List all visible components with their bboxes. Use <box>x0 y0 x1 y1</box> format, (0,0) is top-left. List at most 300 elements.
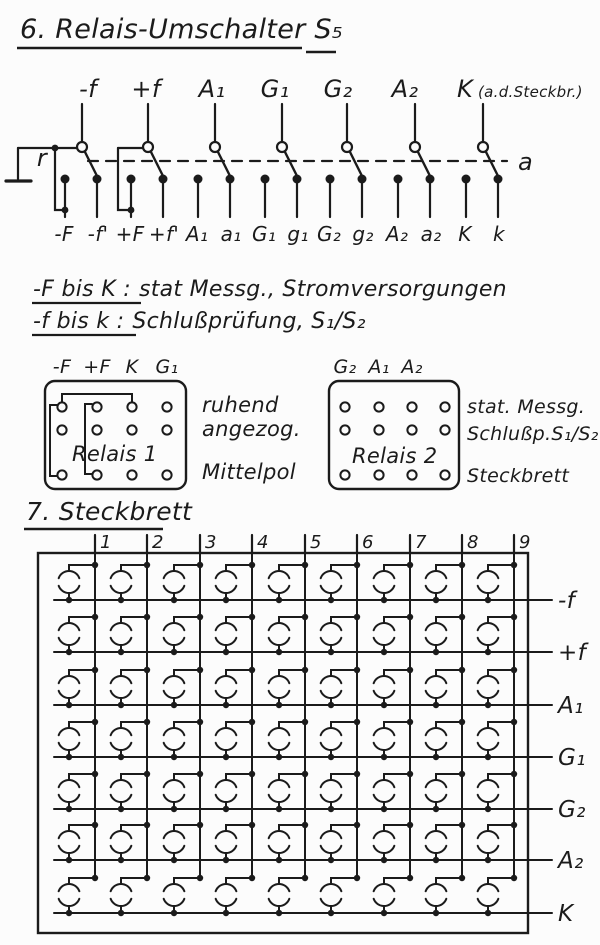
relais-pin-label: G₁ <box>155 356 179 378</box>
socket-cell <box>374 562 414 603</box>
switch-top-label: K <box>456 75 474 103</box>
switch-top-label: -f <box>79 75 97 103</box>
socket-hook-wire <box>436 565 462 571</box>
socket-arc-top <box>426 728 447 735</box>
socket-arc-top <box>374 831 395 838</box>
socket-cell <box>164 614 204 655</box>
socket-arc-top <box>111 780 132 787</box>
socket-arc-bottom <box>478 795 499 802</box>
socket-cell <box>164 771 204 812</box>
socket-hook-wire <box>279 774 305 780</box>
relais1-pinout <box>45 356 301 489</box>
socket-hook-wire <box>174 565 200 571</box>
hook-junction-dot <box>407 614 413 620</box>
relais-pin <box>440 425 449 434</box>
relais-pin <box>57 425 66 434</box>
socket-arc-bottom <box>478 691 499 698</box>
relais-row-note: angezog. <box>202 417 301 441</box>
stub-junction-dot <box>171 702 177 708</box>
switch-bottom-label: a₂ <box>420 222 442 246</box>
socket-arc-bottom <box>321 638 342 645</box>
stub-junction-dot <box>276 806 282 812</box>
socket-hook-wire <box>121 825 147 831</box>
socket-arc-bottom <box>269 795 290 802</box>
stub-junction-dot <box>223 649 229 655</box>
socket-hook-wire <box>121 617 147 623</box>
hook-junction-dot <box>354 875 360 881</box>
socket-cell <box>478 719 518 760</box>
junction-dot <box>62 207 69 214</box>
switch-top-label: A₂ <box>391 75 419 103</box>
socket-hook-wire <box>174 617 200 623</box>
relais-pin <box>57 470 66 479</box>
section7-title: 7. Steckbrett <box>26 497 193 526</box>
socket-arc-top <box>478 676 499 683</box>
socket-arc-top <box>216 623 237 630</box>
hook-junction-dot <box>144 562 150 568</box>
socket-arc-bottom <box>321 795 342 802</box>
socket-arc-top <box>478 831 499 838</box>
socket-cell <box>216 562 256 603</box>
hook-junction-dot <box>144 822 150 828</box>
hook-junction-dot <box>249 562 255 568</box>
note1-text: stat Messg., Stromversorgungen <box>138 277 507 302</box>
socket-arc-bottom <box>216 691 237 698</box>
note1-key: -F bis K : <box>33 277 131 302</box>
socket-hook-wire <box>69 565 95 571</box>
socket-arc-top <box>321 623 342 630</box>
socket-hook-wire <box>488 774 514 780</box>
socket-arc-top <box>269 728 290 735</box>
column-number: 1 <box>100 532 112 553</box>
stub-junction-dot <box>485 702 491 708</box>
socket-cell <box>269 667 309 708</box>
stub-junction-dot <box>223 597 229 603</box>
stub-junction-dot <box>118 910 124 916</box>
socket-arc-bottom <box>216 586 237 593</box>
stub-junction-dot <box>381 649 387 655</box>
socket-cell <box>478 562 518 603</box>
stub-junction-dot <box>118 702 124 708</box>
hook-junction-dot <box>354 667 360 673</box>
switch-bottom-label: G₂ <box>316 222 342 246</box>
relais-row-note: Schlußp.S₁/S₂ <box>467 423 599 445</box>
socket-arc-top <box>164 831 185 838</box>
socket-cell <box>111 719 151 760</box>
switch-top-label: G₂ <box>323 75 353 103</box>
socket-hook-wire <box>226 878 252 884</box>
socket-cell <box>478 822 518 863</box>
socket-arc-top <box>321 728 342 735</box>
socket-arc-top <box>426 623 447 630</box>
stub-junction-dot <box>328 597 334 603</box>
socket-cell <box>164 875 204 916</box>
socket-hook-wire <box>279 722 305 728</box>
socket-arc-bottom <box>426 638 447 645</box>
note2-key: -f bis k : <box>33 309 125 334</box>
hook-junction-dot <box>354 822 360 828</box>
socket-arc-top <box>111 884 132 891</box>
socket-cell <box>374 667 414 708</box>
switch-pivot <box>342 142 352 152</box>
socket-arc-bottom <box>426 846 447 853</box>
socket-cell <box>111 771 151 812</box>
switch-pivot <box>143 142 153 152</box>
socket-cell <box>164 562 204 603</box>
stub-junction-dot <box>328 649 334 655</box>
relay-switch <box>54 75 108 246</box>
relais2-pinout <box>329 356 599 489</box>
socket-hook-wire <box>121 565 147 571</box>
socket-hook-wire <box>279 670 305 676</box>
socket-arc-bottom <box>478 743 499 750</box>
socket-hook-wire <box>436 617 462 623</box>
hook-junction-dot <box>144 875 150 881</box>
relais-pin <box>57 402 66 411</box>
hook-junction-dot <box>92 822 98 828</box>
relais-pin <box>407 470 416 479</box>
socket-arc-bottom <box>426 899 447 906</box>
socket-arc-top <box>374 571 395 578</box>
socket-cell <box>164 822 204 863</box>
hook-junction-dot <box>302 875 308 881</box>
pegboard-grid <box>38 532 589 933</box>
socket-cell <box>321 667 361 708</box>
socket-arc-top <box>59 571 80 578</box>
stub-junction-dot <box>433 806 439 812</box>
socket-hook-wire <box>384 878 410 884</box>
relais-pin-label: K <box>125 356 139 378</box>
socket-hook-wire <box>279 617 305 623</box>
switch-blade <box>151 152 163 176</box>
socket-arc-bottom <box>164 899 185 906</box>
socket-arc-top <box>321 831 342 838</box>
stub-junction-dot <box>223 857 229 863</box>
hook-junction-dot <box>249 667 255 673</box>
relais-pin <box>374 425 383 434</box>
actuated-position-label: a <box>518 148 534 176</box>
hook-junction-dot <box>197 562 203 568</box>
stub-junction-dot <box>66 910 72 916</box>
relais-pin <box>92 402 101 411</box>
switch-bottom-label: A₁ <box>185 222 209 246</box>
switch-bottom-label: g₂ <box>352 222 374 246</box>
stub-junction-dot <box>328 702 334 708</box>
hook-junction-dot <box>459 822 465 828</box>
socket-cell <box>111 614 151 655</box>
socket-arc-bottom <box>216 899 237 906</box>
hook-junction-dot <box>197 719 203 725</box>
hook-junction-dot <box>302 562 308 568</box>
stub-junction-dot <box>66 754 72 760</box>
hook-junction-dot <box>197 822 203 828</box>
relais-internal-wire <box>62 394 132 402</box>
socket-arc-bottom <box>111 586 132 593</box>
socket-hook-wire <box>279 825 305 831</box>
stub-junction-dot <box>171 910 177 916</box>
relais-pin <box>92 425 101 434</box>
socket-arc-bottom <box>374 586 395 593</box>
socket-cell <box>321 562 361 603</box>
socket-cell <box>164 719 204 760</box>
switch-bottom-label: g₁ <box>287 222 309 246</box>
relais-pin <box>407 402 416 411</box>
socket-hook-wire <box>69 722 95 728</box>
socket-cell <box>426 875 466 916</box>
hook-junction-dot <box>354 771 360 777</box>
socket-arc-bottom <box>111 691 132 698</box>
socket-arc-bottom <box>374 743 395 750</box>
socket-arc-top <box>164 780 185 787</box>
socket-hook-wire <box>226 722 252 728</box>
socket-cell <box>321 822 361 863</box>
note-line-2 <box>33 309 366 334</box>
switch-pivot <box>277 142 287 152</box>
socket-hook-wire <box>384 670 410 676</box>
socket-cell <box>216 771 256 812</box>
hook-junction-dot <box>459 771 465 777</box>
socket-hook-wire <box>488 670 514 676</box>
relais-row-note: Mittelpol <box>202 460 296 484</box>
socket-hook-wire <box>121 878 147 884</box>
socket-arc-top <box>59 831 80 838</box>
relais-pin <box>127 425 136 434</box>
socket-arc-bottom <box>426 743 447 750</box>
socket-hook-wire <box>226 617 252 623</box>
socket-arc-bottom <box>59 691 80 698</box>
switch-top-label: A₁ <box>198 75 226 103</box>
switch-bottom-label: +f' <box>148 222 180 246</box>
socket-arc-top <box>478 884 499 891</box>
socket-hook-wire <box>331 617 357 623</box>
socket-cell <box>426 771 466 812</box>
stub-junction-dot <box>171 649 177 655</box>
stub-junction-dot <box>433 754 439 760</box>
stub-junction-dot <box>381 597 387 603</box>
relais-row-note: Steckbrett <box>467 465 570 487</box>
socket-hook-wire <box>121 670 147 676</box>
socket-hook-wire <box>174 825 200 831</box>
socket-hook-wire <box>384 722 410 728</box>
socket-arc-top <box>216 884 237 891</box>
socket-hook-wire <box>226 565 252 571</box>
row-label: A₂ <box>558 848 584 874</box>
socket-arc-top <box>478 728 499 735</box>
column-number: 2 <box>152 532 164 553</box>
socket-cell <box>374 875 414 916</box>
section6-title: 6. Relais-Umschalter S₅ <box>20 14 343 45</box>
stub-junction-dot <box>171 754 177 760</box>
hook-junction-dot <box>302 822 308 828</box>
stub-junction-dot <box>433 597 439 603</box>
socket-arc-bottom <box>426 795 447 802</box>
socket-cell <box>59 719 99 760</box>
socket-arc-top <box>426 571 447 578</box>
stub-junction-dot <box>485 857 491 863</box>
relais-pin <box>440 470 449 479</box>
socket-arc-bottom <box>321 743 342 750</box>
hook-junction-dot <box>92 614 98 620</box>
socket-arc-bottom <box>164 691 185 698</box>
column-number: 7 <box>415 532 427 553</box>
socket-hook-wire <box>436 825 462 831</box>
socket-hook-wire <box>436 774 462 780</box>
hook-junction-dot <box>197 875 203 881</box>
socket-arc-top <box>426 780 447 787</box>
socket-arc-top <box>164 623 185 630</box>
relais-pin <box>162 470 171 479</box>
row-label: G₂ <box>558 797 586 823</box>
socket-hook-wire <box>279 565 305 571</box>
socket-arc-bottom <box>216 638 237 645</box>
socket-cell <box>59 667 99 708</box>
hook-junction-dot <box>459 719 465 725</box>
socket-cell <box>269 771 309 812</box>
stub-junction-dot <box>171 857 177 863</box>
socket-cell <box>426 667 466 708</box>
stub-junction-dot <box>328 806 334 812</box>
socket-arc-bottom <box>59 846 80 853</box>
hook-junction-dot <box>407 771 413 777</box>
socket-cell <box>216 875 256 916</box>
socket-arc-top <box>321 884 342 891</box>
socket-hook-wire <box>488 565 514 571</box>
socket-arc-bottom <box>111 743 132 750</box>
socket-cell <box>478 875 518 916</box>
stub-junction-dot <box>66 649 72 655</box>
row-label: A₁ <box>558 693 584 719</box>
row-label: G₁ <box>558 745 586 771</box>
stub-junction-dot <box>433 702 439 708</box>
switch-bottom-label: -f' <box>87 222 109 246</box>
socket-arc-bottom <box>111 899 132 906</box>
socket-cell <box>59 771 99 812</box>
socket-arc-top <box>111 676 132 683</box>
hook-junction-dot <box>249 875 255 881</box>
socket-hook-wire <box>174 670 200 676</box>
socket-cell <box>426 614 466 655</box>
socket-cell <box>59 822 99 863</box>
socket-hook-wire <box>384 774 410 780</box>
socket-hook-wire <box>488 617 514 623</box>
socket-cell <box>478 614 518 655</box>
socket-arc-bottom <box>321 846 342 853</box>
socket-arc-bottom <box>111 638 132 645</box>
socket-hook-wire <box>331 825 357 831</box>
switch-pivot <box>478 142 488 152</box>
socket-cell <box>426 719 466 760</box>
rest-position-label: r <box>36 144 48 172</box>
stub-junction-dot <box>118 649 124 655</box>
relais-pin <box>374 470 383 479</box>
socket-arc-bottom <box>216 795 237 802</box>
hook-junction-dot <box>249 771 255 777</box>
stub-junction-dot <box>171 597 177 603</box>
socket-hook-wire <box>226 670 252 676</box>
switch-bottom-label: a₁ <box>220 222 242 246</box>
relais-pin <box>374 402 383 411</box>
socket-hook-wire <box>121 722 147 728</box>
hook-junction-dot <box>302 771 308 777</box>
socket-hook-wire <box>331 774 357 780</box>
stub-junction-dot <box>118 857 124 863</box>
socket-hook-wire <box>436 670 462 676</box>
column-number: 8 <box>467 532 479 553</box>
socket-arc-top <box>321 676 342 683</box>
switch-pivot <box>410 142 420 152</box>
socket-hook-wire <box>69 825 95 831</box>
stub-junction-dot <box>433 857 439 863</box>
column-number: 9 <box>519 532 531 553</box>
switch-pivot <box>210 142 220 152</box>
stub-junction-dot <box>276 910 282 916</box>
socket-cell <box>216 822 256 863</box>
relais-pin-label: +F <box>83 356 111 378</box>
socket-arc-bottom <box>59 899 80 906</box>
hook-junction-dot <box>249 719 255 725</box>
socket-cell <box>374 719 414 760</box>
switch-top-label: +f <box>131 75 161 103</box>
socket-hook-wire <box>331 722 357 728</box>
socket-arc-top <box>164 676 185 683</box>
row-label: K <box>558 901 574 927</box>
relay-switch-bank <box>6 75 583 246</box>
socket-hook-wire <box>384 617 410 623</box>
socket-hook-wire <box>226 774 252 780</box>
stub-junction-dot <box>485 910 491 916</box>
socket-arc-top <box>111 623 132 630</box>
relais-row-note: ruhend <box>202 393 279 417</box>
socket-arc-top <box>59 728 80 735</box>
stub-junction-dot <box>276 597 282 603</box>
hook-junction-dot <box>407 719 413 725</box>
socket-arc-bottom <box>164 638 185 645</box>
socket-arc-bottom <box>269 638 290 645</box>
socket-hook-wire <box>436 722 462 728</box>
hook-junction-dot <box>511 822 517 828</box>
switch-blade <box>350 152 362 176</box>
socket-arc-top <box>59 623 80 630</box>
socket-cell <box>111 667 151 708</box>
hook-junction-dot <box>197 771 203 777</box>
switch-top-label: G₁ <box>260 75 290 103</box>
column-number: 4 <box>257 532 269 553</box>
relais-name: Relais 2 <box>352 444 438 468</box>
socket-arc-bottom <box>478 899 499 906</box>
stub-junction-dot <box>328 754 334 760</box>
socket-arc-top <box>59 676 80 683</box>
socket-arc-top <box>321 571 342 578</box>
stub-junction-dot <box>485 754 491 760</box>
hook-junction-dot <box>92 875 98 881</box>
stub-junction-dot <box>66 806 72 812</box>
socket-arc-top <box>111 571 132 578</box>
socket-arc-bottom <box>374 691 395 698</box>
relais-pin <box>340 425 349 434</box>
socket-arc-bottom <box>374 795 395 802</box>
socket-arc-top <box>374 728 395 735</box>
socket-hook-wire <box>121 774 147 780</box>
relais-pin-label: -F <box>52 356 72 378</box>
socket-cell <box>374 614 414 655</box>
relais-pin <box>162 402 171 411</box>
socket-cell <box>374 822 414 863</box>
hook-junction-dot <box>92 771 98 777</box>
socket-arc-bottom <box>426 586 447 593</box>
relais-internal-wire <box>50 405 57 476</box>
socket-hook-wire <box>69 617 95 623</box>
socket-arc-top <box>59 884 80 891</box>
